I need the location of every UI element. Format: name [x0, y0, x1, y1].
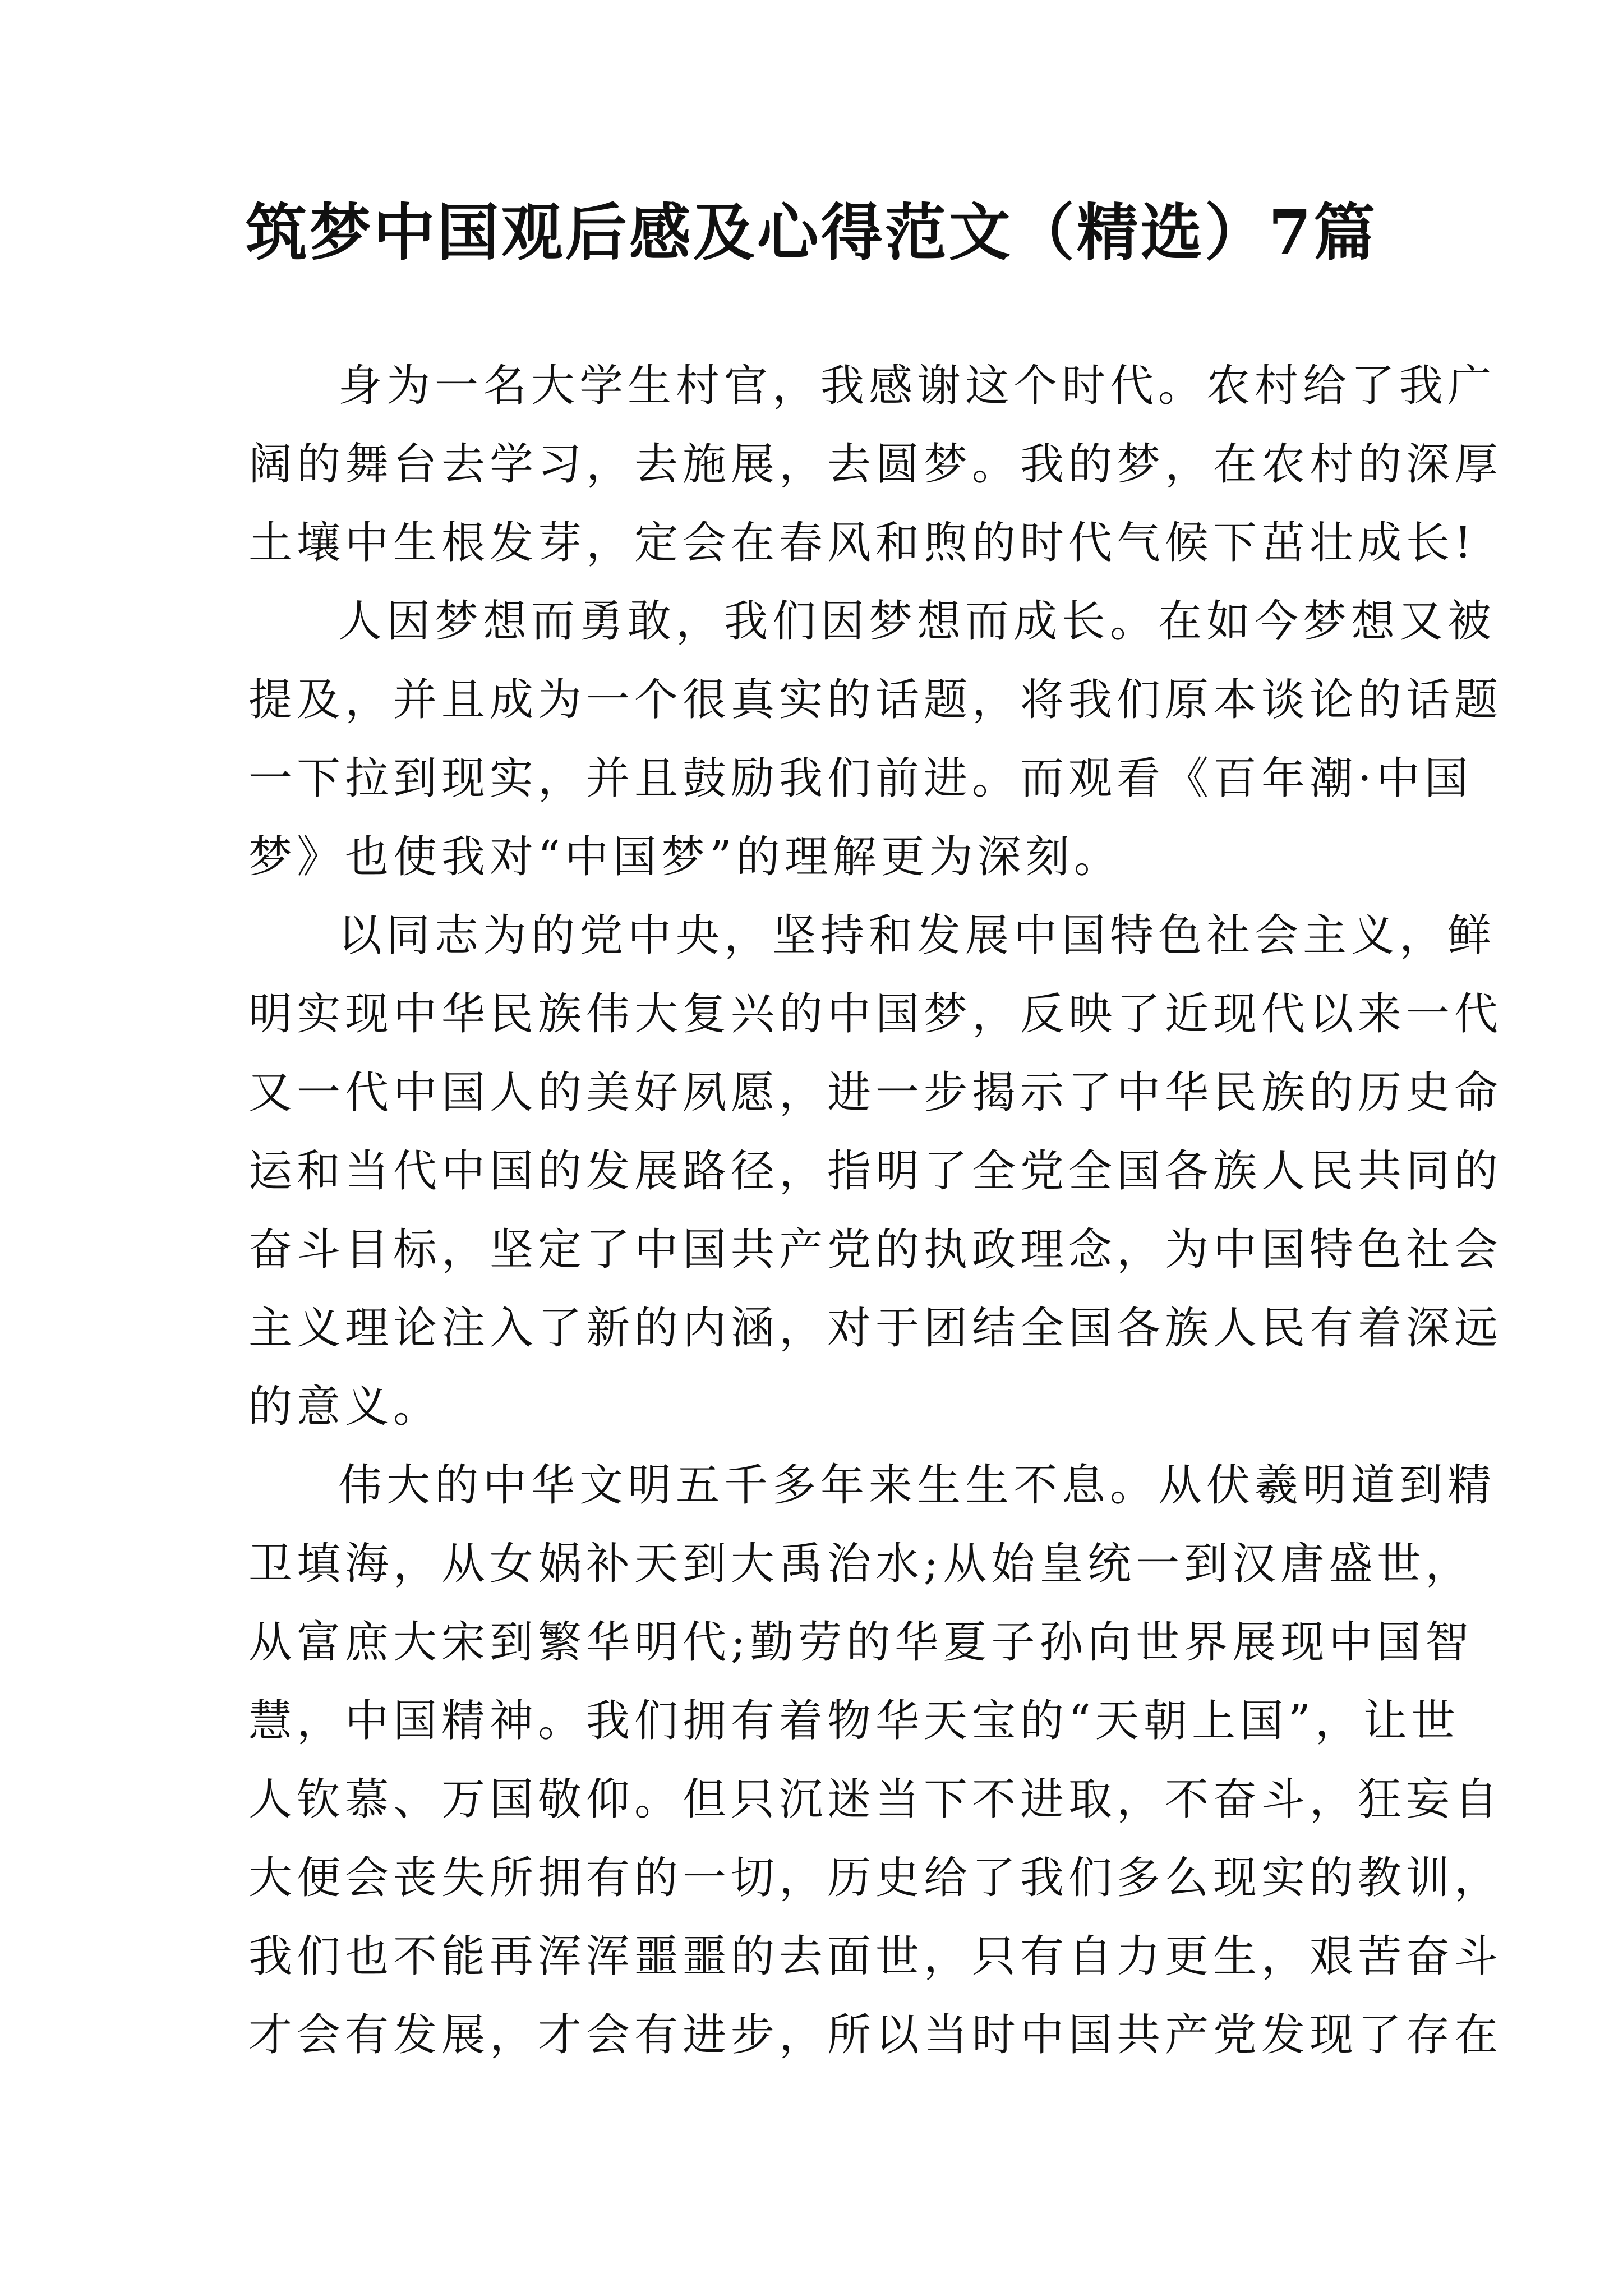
- paragraph: [248, 347, 1503, 582]
- text-line: 又一代中国人的美好夙愿，进一步揭示了中华民族的历史命: [248, 1068, 1503, 1118]
- text-line: 梦》也使我对“中国梦”的理解更为深刻。: [248, 832, 1122, 882]
- text-line: 阔的舞台去学习，去施展，去圆梦。我的梦，在农村的深厚: [248, 439, 1503, 490]
- paragraph: [248, 896, 1503, 1446]
- document-title: 筑梦中国观后感及心得范文（精选）7篇: [245, 196, 1378, 269]
- text-line: 大便会丧失所拥有的一切，历史给了我们多么现实的教训，: [248, 1853, 1503, 1903]
- text-line: 人因梦想而勇敢，我们因梦想而成长。在如今梦想又被: [338, 596, 1496, 647]
- text-line: 土壤中生根发芽，定会在春风和煦的时代气候下茁壮成长!: [248, 518, 1477, 568]
- paragraph: [248, 582, 1503, 896]
- text-line: 主义理论注入了新的内涵，对于团结全国各族人民有着深远: [248, 1303, 1503, 1354]
- paragraph: [248, 1446, 1503, 2074]
- text-line: 伟大的中华文明五千多年来生生不息。从伏羲明道到精: [338, 1460, 1496, 1511]
- text-line: 我们也不能再浑浑噩噩的去面世，只有自力更生，艰苦奋斗: [248, 1931, 1503, 1982]
- text-line: 以同志为的党中央，坚持和发展中国特色社会主义，鲜: [338, 910, 1496, 961]
- text-line: 身为一名大学生村官，我感谢这个时代。农村给了我广: [338, 361, 1496, 411]
- text-line: 卫填海，从女娲补天到大禹治水;从始皇统一到汉唐盛世，: [248, 1539, 1474, 1589]
- text-line: 才会有发展，才会有进步，所以当时中国共产党发现了存在: [248, 2010, 1503, 2060]
- text-line: 人钦慕、万国敬仰。但只沉迷当下不进取，不奋斗，狂妄自: [248, 1774, 1503, 1825]
- text-line: 从富庶大宋到繁华明代;勤劳的华夏子孙向世界展现中国智: [248, 1617, 1474, 1668]
- document-body: [248, 347, 1503, 2074]
- text-line: 运和当代中国的发展路径，指明了全党全国各族人民共同的: [248, 1146, 1503, 1197]
- text-line: 一下拉到现实，并且鼓励我们前进。而观看《百年潮·中国: [248, 753, 1473, 804]
- text-line: 明实现中华民族伟大复兴的中国梦，反映了近现代以来一代: [248, 989, 1503, 1039]
- text-line: 奋斗目标，坚定了中国共产党的执政理念，为中国特色社会: [248, 1225, 1503, 1275]
- text-line: 的意义。: [248, 1382, 442, 1432]
- text-line: 提及，并且成为一个很真实的话题，将我们原本谈论的话题: [248, 675, 1503, 725]
- text-line: 慧，中国精神。我们拥有着物华天宝的“天朝上国”，让世: [248, 1696, 1460, 1746]
